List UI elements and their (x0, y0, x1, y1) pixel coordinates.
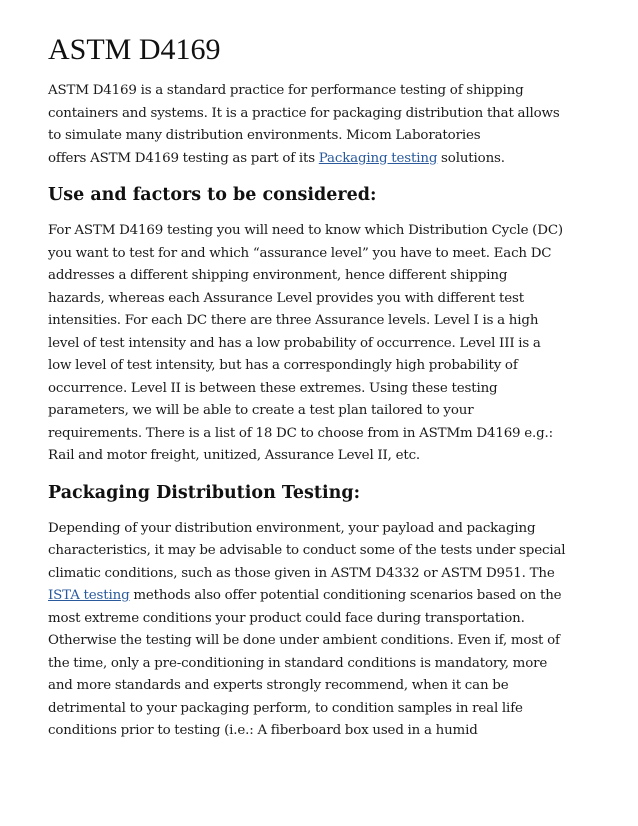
paragraph-line: low level of test intensity, but has a correspondingly high probability of (48, 358, 518, 373)
paragraph-line: you want to test for and which “assurance level” you have to meet. Each DC (48, 245, 552, 261)
intro-line: ASTM D4169 is a standard practice for performance testing of shipping (48, 83, 524, 98)
intro-text: offers ASTM D4169 testing as part of its (48, 150, 319, 166)
paragraph-line: Depending of your distribution environment, your payload and packaging (48, 520, 536, 536)
section-heading-packaging-distribution: Packaging Distribution Testing: (48, 482, 361, 503)
paragraph-line: addresses a different shipping environment, hence different shipping (48, 268, 508, 283)
intro-line: to simulate many distribution environments. Micom Laboratories (48, 128, 481, 143)
intro-text: solutions. (437, 150, 505, 166)
use-factors-paragraph (48, 220, 608, 468)
paragraph-line: most extreme conditions your product could face during transportation. (48, 610, 525, 626)
paragraph-line: occurrence. Level II is between these extremes. Using these testing (48, 380, 498, 396)
paragraph-line (48, 585, 608, 608)
paragraph-line: climatic conditions, such as those given in ASTM D4332 or ASTM D951. The (48, 565, 555, 581)
paragraph-text: methods also offer potential conditioning scenarios based on the (129, 588, 562, 603)
paragraph-line: Otherwise the testing will be done under ambient conditions. Even if, most of (48, 633, 560, 648)
paragraph-line: requirements. There is a list of 18 DC to choose from in ASTMm D4169 e.g.: (48, 425, 554, 441)
paragraph-line: and more standards and experts strongly recommend, when it can be (48, 678, 509, 693)
intro-line: containers and systems. It is a practice for packaging distribution that allows (48, 105, 560, 121)
packaging-distribution-paragraph (48, 518, 608, 743)
paragraph-line: intensities. For each DC there are three Assurance levels. Level I is a high (48, 313, 539, 328)
packaging-testing-link[interactable]: Packaging testing (318, 150, 438, 166)
paragraph-line: detrimental to your packaging perform, to condition samples in real life (48, 700, 523, 716)
paragraph-line: level of test intensity and has a low probability of occurrence. Level III is a (48, 335, 541, 351)
document-page (48, 30, 608, 753)
paragraph-line: characteristics, it may be advisable to conduct some of the tests under special (48, 543, 566, 558)
section-heading-use-factors: Use and factors to be considered: (48, 185, 377, 205)
intro-line (48, 148, 608, 171)
paragraph-line: For ASTM D4169 testing you will need to know which Distribution Cycle (DC) (48, 223, 563, 238)
paragraph-line: hazards, whereas each Assurance Level provides you with different test (48, 290, 524, 306)
ista-testing-link[interactable]: ISTA testing (48, 588, 130, 603)
paragraph-line: conditions prior to testing (i.e.: A fiberboard box used in a humid (48, 723, 478, 738)
paragraph-line: Rail and motor freight, unitized, Assurance Level II, etc. (48, 448, 421, 463)
paragraph-line: the time, only a pre-conditioning in standard conditions is mandatory, more (48, 655, 548, 671)
intro-paragraph (48, 80, 608, 170)
paragraph-line: parameters, we will be able to create a test plan tailored to your (48, 403, 474, 418)
page-title: ASTM D4169 (48, 33, 221, 66)
